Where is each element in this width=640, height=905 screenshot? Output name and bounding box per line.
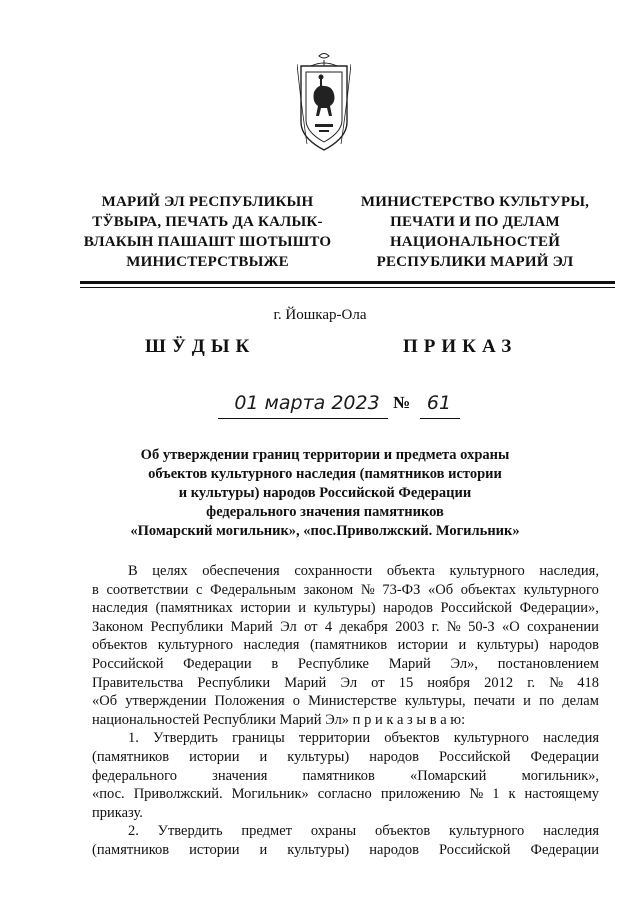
- body-word: объектах: [460, 581, 517, 598]
- body-word: территории: [298, 730, 371, 747]
- header-right-line: МИНИСТЕРСТВО КУЛЬТУРЫ,: [360, 194, 590, 210]
- body-word: (памятниках: [155, 600, 233, 617]
- body-word: 418: [577, 674, 599, 691]
- body-word: от: [371, 674, 385, 691]
- body-word: №: [446, 618, 461, 635]
- order-subject: [100, 446, 550, 541]
- header-divider-thick: [80, 281, 615, 284]
- body-word: Правительства: [92, 674, 184, 691]
- order-number-handwritten: 61: [426, 392, 452, 414]
- body-word: Федерации»,: [519, 600, 599, 617]
- body-word: в: [271, 655, 279, 672]
- subject-line: Об утверждении границ территории и предмета охраны: [140, 447, 510, 463]
- body-word: Приволжский.: [133, 786, 223, 803]
- body-word: и: [259, 748, 268, 765]
- body-line: [92, 599, 599, 618]
- body-word: настоящему: [524, 786, 599, 803]
- body-word: с: [196, 581, 203, 598]
- header-left-line: МАРИЙ ЭЛ РЕСПУБЛИКЫН: [101, 194, 314, 210]
- body-word: обеспечения: [202, 563, 280, 579]
- body-word: Эл»,: [450, 655, 478, 672]
- body-word: Утвердить: [153, 730, 218, 747]
- body-word: Федерации: [530, 748, 599, 765]
- body-word: Федеральным: [210, 581, 296, 598]
- body-word: делам: [562, 693, 599, 710]
- body-word: Марий: [388, 655, 431, 672]
- body-word: объектов: [92, 637, 148, 654]
- body-word: Эл: [340, 674, 358, 691]
- date-underline: [218, 418, 388, 419]
- coat-of-arms-emblem: [297, 50, 351, 158]
- body-word: культуры): [287, 748, 350, 765]
- body-word: о: [292, 693, 300, 710]
- body-word: культуры): [287, 841, 350, 858]
- body-word: истории: [397, 637, 448, 654]
- body-word: «пос.: [92, 786, 125, 803]
- body-word: и: [259, 841, 268, 858]
- body-word: №: [469, 786, 484, 803]
- body-line: [92, 748, 599, 767]
- body-word: границы: [232, 730, 285, 747]
- body-word: 50-З: [468, 618, 495, 635]
- body-line: [92, 655, 599, 674]
- body-word: законом: [303, 581, 354, 598]
- body-word: культурного: [157, 637, 234, 654]
- body-word: культурного: [453, 730, 529, 747]
- body-word: 15: [398, 674, 414, 691]
- body-word: культурного: [449, 823, 525, 840]
- city-label: г. Йошкар-Ола: [273, 307, 367, 323]
- body-word: истории: [240, 600, 291, 617]
- body-word: (памятников: [92, 748, 170, 765]
- body-line: [92, 804, 599, 823]
- header-right-russian: [355, 192, 595, 272]
- body-word: «Об: [92, 693, 118, 710]
- body-word: Российской: [439, 748, 511, 765]
- body-line: [92, 562, 599, 581]
- order-date-handwritten: 01 марта 2023: [234, 392, 380, 414]
- body-word: наследия: [92, 600, 148, 617]
- body-word: культуры,: [404, 693, 466, 710]
- body-word: наследия,: [539, 563, 599, 579]
- body-word: Республике: [297, 655, 369, 672]
- body-word: Положения: [214, 693, 285, 710]
- body-word: №: [549, 674, 564, 691]
- body-word: целях: [152, 563, 188, 579]
- body-word: В: [128, 563, 138, 579]
- body-word: истории: [189, 748, 240, 765]
- body-word: культуры): [476, 637, 539, 654]
- body-line: [92, 767, 599, 786]
- body-word: печати: [473, 693, 516, 710]
- body-word: к: [508, 786, 516, 803]
- number-label: №: [393, 393, 411, 412]
- body-word: 2.: [128, 823, 139, 840]
- body-word: постановлением: [497, 655, 599, 672]
- body-word: народов: [369, 841, 420, 858]
- body-word: наследия: [543, 823, 599, 840]
- body-line-text: приказу.: [92, 804, 143, 821]
- body-word: народов: [369, 748, 420, 765]
- body-word: охраны: [310, 823, 357, 840]
- body-word: «Помарский: [409, 767, 487, 784]
- body-word: Республики: [150, 618, 224, 635]
- body-word: г.: [527, 674, 536, 691]
- title-mari: ШӰДЫК: [145, 336, 256, 357]
- order-body-text: [92, 562, 599, 860]
- body-word: в: [92, 581, 99, 598]
- body-word: от: [304, 618, 318, 635]
- body-word: и: [298, 600, 307, 617]
- body-word: Российской: [439, 841, 511, 858]
- body-word: объектов: [384, 730, 440, 747]
- body-word: Республики: [197, 674, 271, 691]
- body-word: Эл: [280, 618, 297, 635]
- body-word: 1: [492, 786, 500, 803]
- body-word: и: [523, 693, 531, 710]
- body-word: декабря: [339, 618, 388, 635]
- body-word: Утвердить: [157, 823, 223, 840]
- body-line-text: национальностей Республики Марий Эл» п р и к а з ы в а ю:: [92, 711, 466, 728]
- body-word: культурного: [449, 563, 525, 579]
- number-underline: [420, 418, 460, 419]
- body-word: Министерстве: [308, 693, 397, 710]
- body-line: [92, 692, 599, 711]
- subject-line: и культуры) народов Российской Федерации: [178, 485, 472, 501]
- header-left-line: ВЛАКЫН ПАШАШТ ШОТЫШТО: [83, 234, 332, 250]
- body-word: Законом: [92, 618, 144, 635]
- body-word: (памятников: [92, 841, 170, 858]
- body-line: [92, 785, 599, 804]
- body-word: по: [539, 693, 555, 710]
- body-word: 2003: [395, 618, 425, 635]
- body-word: 73-ФЗ: [382, 581, 421, 598]
- body-word: Российской: [440, 600, 512, 617]
- header-right-line: НАЦИОНАЛЬНОСТЕЙ: [389, 234, 561, 250]
- body-word: 2012: [484, 674, 514, 691]
- body-word: наследия: [543, 730, 599, 747]
- body-word: объекта: [386, 563, 435, 579]
- header-left-line: МИНИСТЕРСТВЫЖЕ: [126, 254, 289, 270]
- body-word: Федерации: [530, 841, 599, 858]
- body-line: [92, 636, 599, 655]
- body-word: наследия: [243, 637, 300, 654]
- body-word: предмет: [241, 823, 293, 840]
- body-word: Марий: [230, 618, 273, 635]
- body-line: [92, 581, 599, 600]
- body-word: Федерации: [183, 655, 252, 672]
- body-word: №: [360, 581, 375, 598]
- body-word: г.: [431, 618, 440, 635]
- body-line: [92, 711, 599, 730]
- body-line: [92, 841, 599, 860]
- subject-line: федерального значения памятников: [206, 504, 444, 520]
- body-word: объектов: [374, 823, 431, 840]
- body-line: [92, 618, 599, 637]
- body-word: согласно: [317, 786, 372, 803]
- body-word: Могильник»: [231, 786, 309, 803]
- body-word: народов: [549, 637, 599, 654]
- subject-line: объектов культурного наследия (памятников истории: [148, 466, 502, 482]
- subject-line: «Помарский могильник», «пос.Приволжский. Могильник»: [130, 523, 520, 539]
- body-word: сохранности: [294, 563, 373, 579]
- body-word: 4: [324, 618, 333, 635]
- body-word: сохранении: [527, 618, 599, 635]
- body-word: культуры): [313, 600, 376, 617]
- header-left-line: ТӰВЫРА, ПЕЧАТЬ ДА КАЛЫК-: [92, 214, 323, 230]
- body-word: культурного: [523, 581, 599, 598]
- body-word: ноября: [427, 674, 470, 691]
- body-word: народов: [383, 600, 433, 617]
- body-word: утверждении: [125, 693, 207, 710]
- body-word: федерального: [92, 767, 177, 784]
- body-word: Российской: [92, 655, 164, 672]
- body-line: [92, 674, 599, 693]
- header-left-mari: [80, 192, 335, 272]
- body-word: могильник»,: [521, 767, 599, 784]
- body-word: соответствии: [106, 581, 189, 598]
- body-line: [92, 729, 599, 748]
- body-word: Марий: [284, 674, 327, 691]
- body-word: «О: [502, 618, 520, 635]
- body-word: истории: [189, 841, 240, 858]
- header-right-line: РЕСПУБЛИКИ МАРИЙ ЭЛ: [376, 254, 574, 270]
- body-line: [92, 822, 599, 841]
- header-divider-thin: [80, 287, 615, 288]
- title-russian: ПРИКАЗ: [403, 336, 518, 357]
- body-word: памятников: [302, 767, 375, 784]
- body-word: значения: [212, 767, 268, 784]
- body-word: приложению: [380, 786, 461, 803]
- body-word: (памятников: [309, 637, 388, 654]
- body-word: и: [458, 637, 467, 654]
- header-right-line: ПЕЧАТИ И ПО ДЕЛАМ: [390, 214, 560, 230]
- body-word: 1.: [128, 730, 139, 747]
- body-word: «Об: [428, 581, 454, 598]
